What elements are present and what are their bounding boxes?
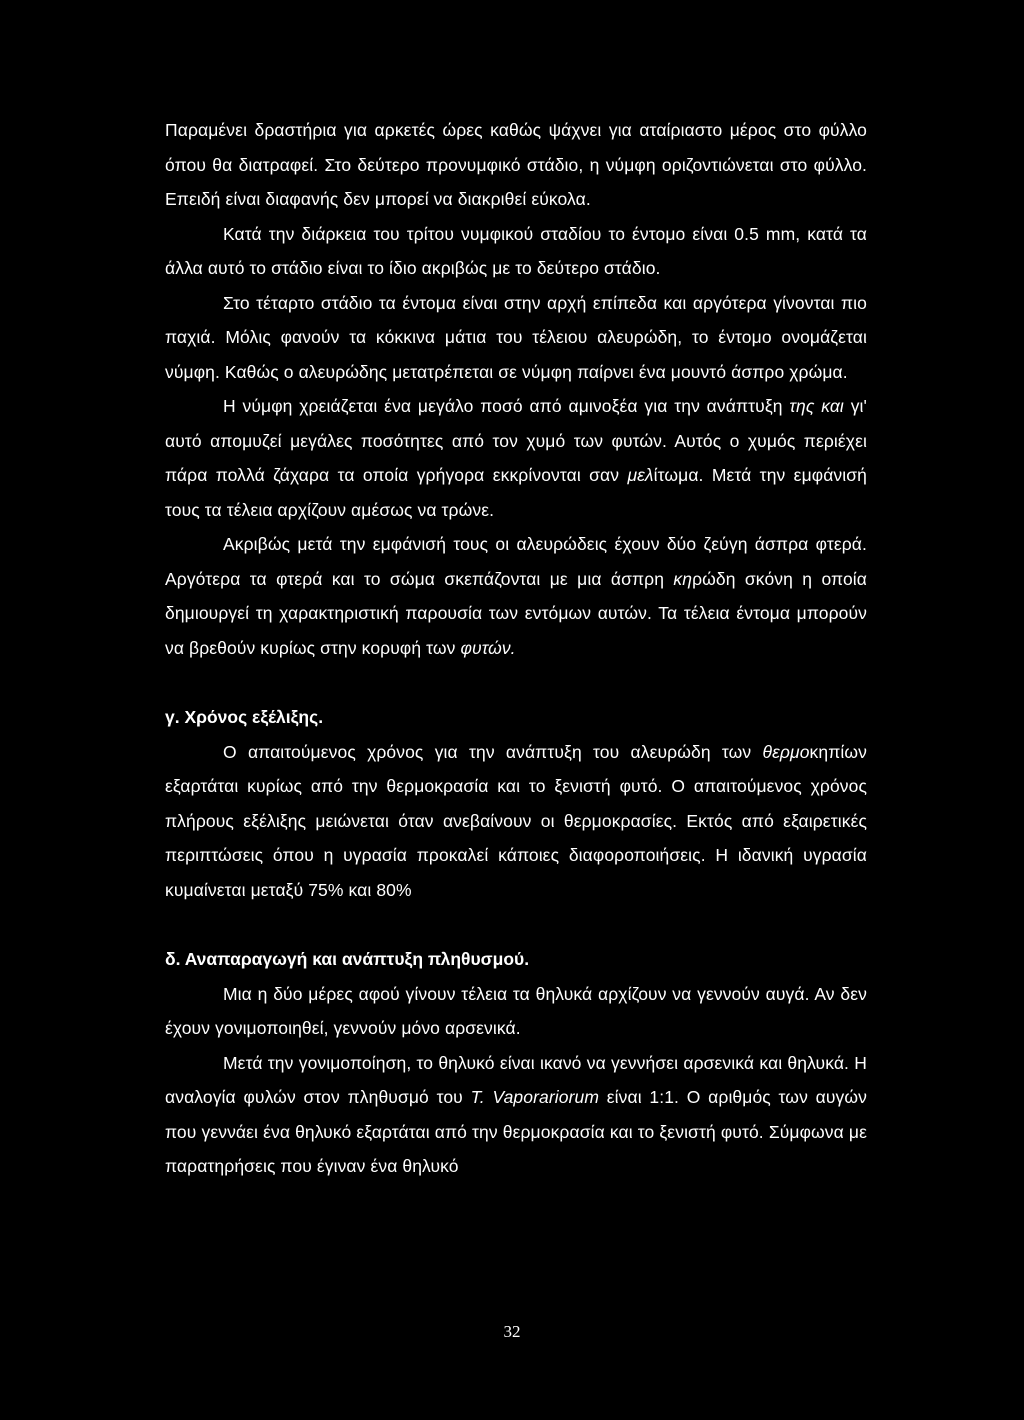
paragraph-2: Κατά την διάρκεια του τρίτου νυμφικού σταδίου το έντομο είναι 0.5 mm, κατά τα άλλα αυτό το στάδιο είναι το ίδιο ακριβώς με το δεύτερο στάδιο. xyxy=(165,223,867,278)
paragraph-6 xyxy=(165,735,867,908)
species-name: T. Vaporariorum xyxy=(470,1087,600,1107)
paragraph-6-italic: θερμο xyxy=(762,741,810,762)
paragraph-8-text-a: Μετά την γονιμοποίηση, το θηλυκό είναι ικανό να γεννήσει αρσενικά και θηλυκά. Η αναλογία φυλών στον πληθυσμό του xyxy=(165,1052,867,1107)
paragraph-5-italic-1: κη xyxy=(673,568,693,589)
section-heading-g: γ. Χρόνος εξέλιξης. xyxy=(165,707,324,727)
paragraph-7: Μια η δύο μέρες αφού γίνουν τέλεια τα θηλυκά αρχίζουν να γεννούν αυγά. Αν δεν έχουν γονιμοποιηθεί, γεννούν μόνο αρσενικά. xyxy=(165,983,867,1038)
paragraph-5-text-a: Ακριβώς μετά την εμφάνισή τους οι αλευρώδεις έχουν δύο ζεύγη άσπρα φτερά. Αργότερα τα φτερά και το σώμα σκεπάζονται με μια άσπρη xyxy=(165,534,867,589)
section-gap xyxy=(165,907,867,942)
paragraph-4-text-a: Η νύμφη χρειάζεται ένα μεγάλο ποσό από αμινοξέα για την ανάπτυξη xyxy=(223,396,783,416)
paragraph-4-text-c: ίτωμα. Μετά την εμφάνισή τους τα τέλεια αρχίζουν αμέσως να τρώνε. xyxy=(165,465,868,520)
section-gap xyxy=(165,665,867,700)
paragraph-4 xyxy=(165,389,867,527)
paragraph-8-text-b: είναι 1:1. Ο αριθμός των αυγών που γεννάει ένα θηλυκό εξαρτάται από την θερμοκρασία και το ξενιστή φυτό. Σύμφωνα με παρατηρήσεις που έγιναν ένα θηλυκό xyxy=(165,1087,867,1176)
paragraph-1: Παραμένει δραστήρια για αρκετές ώρες καθώς ψάχνει για αταίριαστο μέρος στο φύλλο όπου θα διατραφεί. Στο δεύτερο προνυμφικό στάδιο, η νύμφη οριζοντιώνεται στο φύλλο. Επειδή είναι διαφανής δεν μπορεί να διακριθεί εύκολα. xyxy=(165,120,867,209)
paragraph-5-text-b: ρώδη σκόνη η οποία δημιουργεί τη χαρακτηριστική παρουσία των εντόμων αυτών. Τα τέλεια έντομα μπορούν να βρεθούν κυρίως στην κορυφή των xyxy=(165,568,868,658)
paragraph-3: Στο τέταρτο στάδιο τα έντομα είναι στην αρχή επίπεδα και αργότερα γίνονται πιο παχιά. Μόλις φανούν τα κόκκινα μάτια του τέλειου αλευρώδη, το έντομο ονομάζεται νύμφη. Καθώς ο αλευρώδης μετατρέπεται σε νύμφη παίρνει ένα μουντό άσπρο χρώμα. xyxy=(165,292,867,382)
paragraph-4-text-b: γι' αυτό απομυζεί μεγάλες ποσότητες από τον χυμό των φυτών. Αυτός ο χυμός περιέχει πάρα πολλά ζάχαρα τα οποία γρήγορα εκκρίνονται σαν xyxy=(165,396,867,485)
paragraph-4-italic-1: της και xyxy=(789,396,844,416)
paragraph-8 xyxy=(165,1046,867,1184)
paragraph-4-italic-2: μελ xyxy=(627,465,654,485)
paragraph-6-text-a: Ο απαιτούμενος χρόνος για την ανάπτυξη του αλευρώδη των xyxy=(223,741,752,762)
paragraph-5 xyxy=(165,527,867,665)
document-body xyxy=(165,113,867,1184)
paragraph-6-text-b: κηπίων εξαρτάται κυρίως από την θερμοκρασία και το ξενιστή φυτό. Ο απαιτούμενος χρόνος πλήρους εξέλιξης μειώνεται όταν ανεβαίνουν οι θερμοκρασίες. Εκτός από εξαιρετικές περιπτώσεις όπου η υγρασία προκαλεί κάποιες διαφοροποιήσεις. Η ιδανική υγρασία κυμαίνεται μεταξύ 75% και 80% xyxy=(165,741,867,900)
page-number: 32 xyxy=(503,1322,521,1341)
paragraph-5-italic-2: φυτών. xyxy=(460,637,516,658)
section-heading-d: δ. Αναπαραγωγή και ανάπτυξη πληθυσμού. xyxy=(165,949,530,969)
